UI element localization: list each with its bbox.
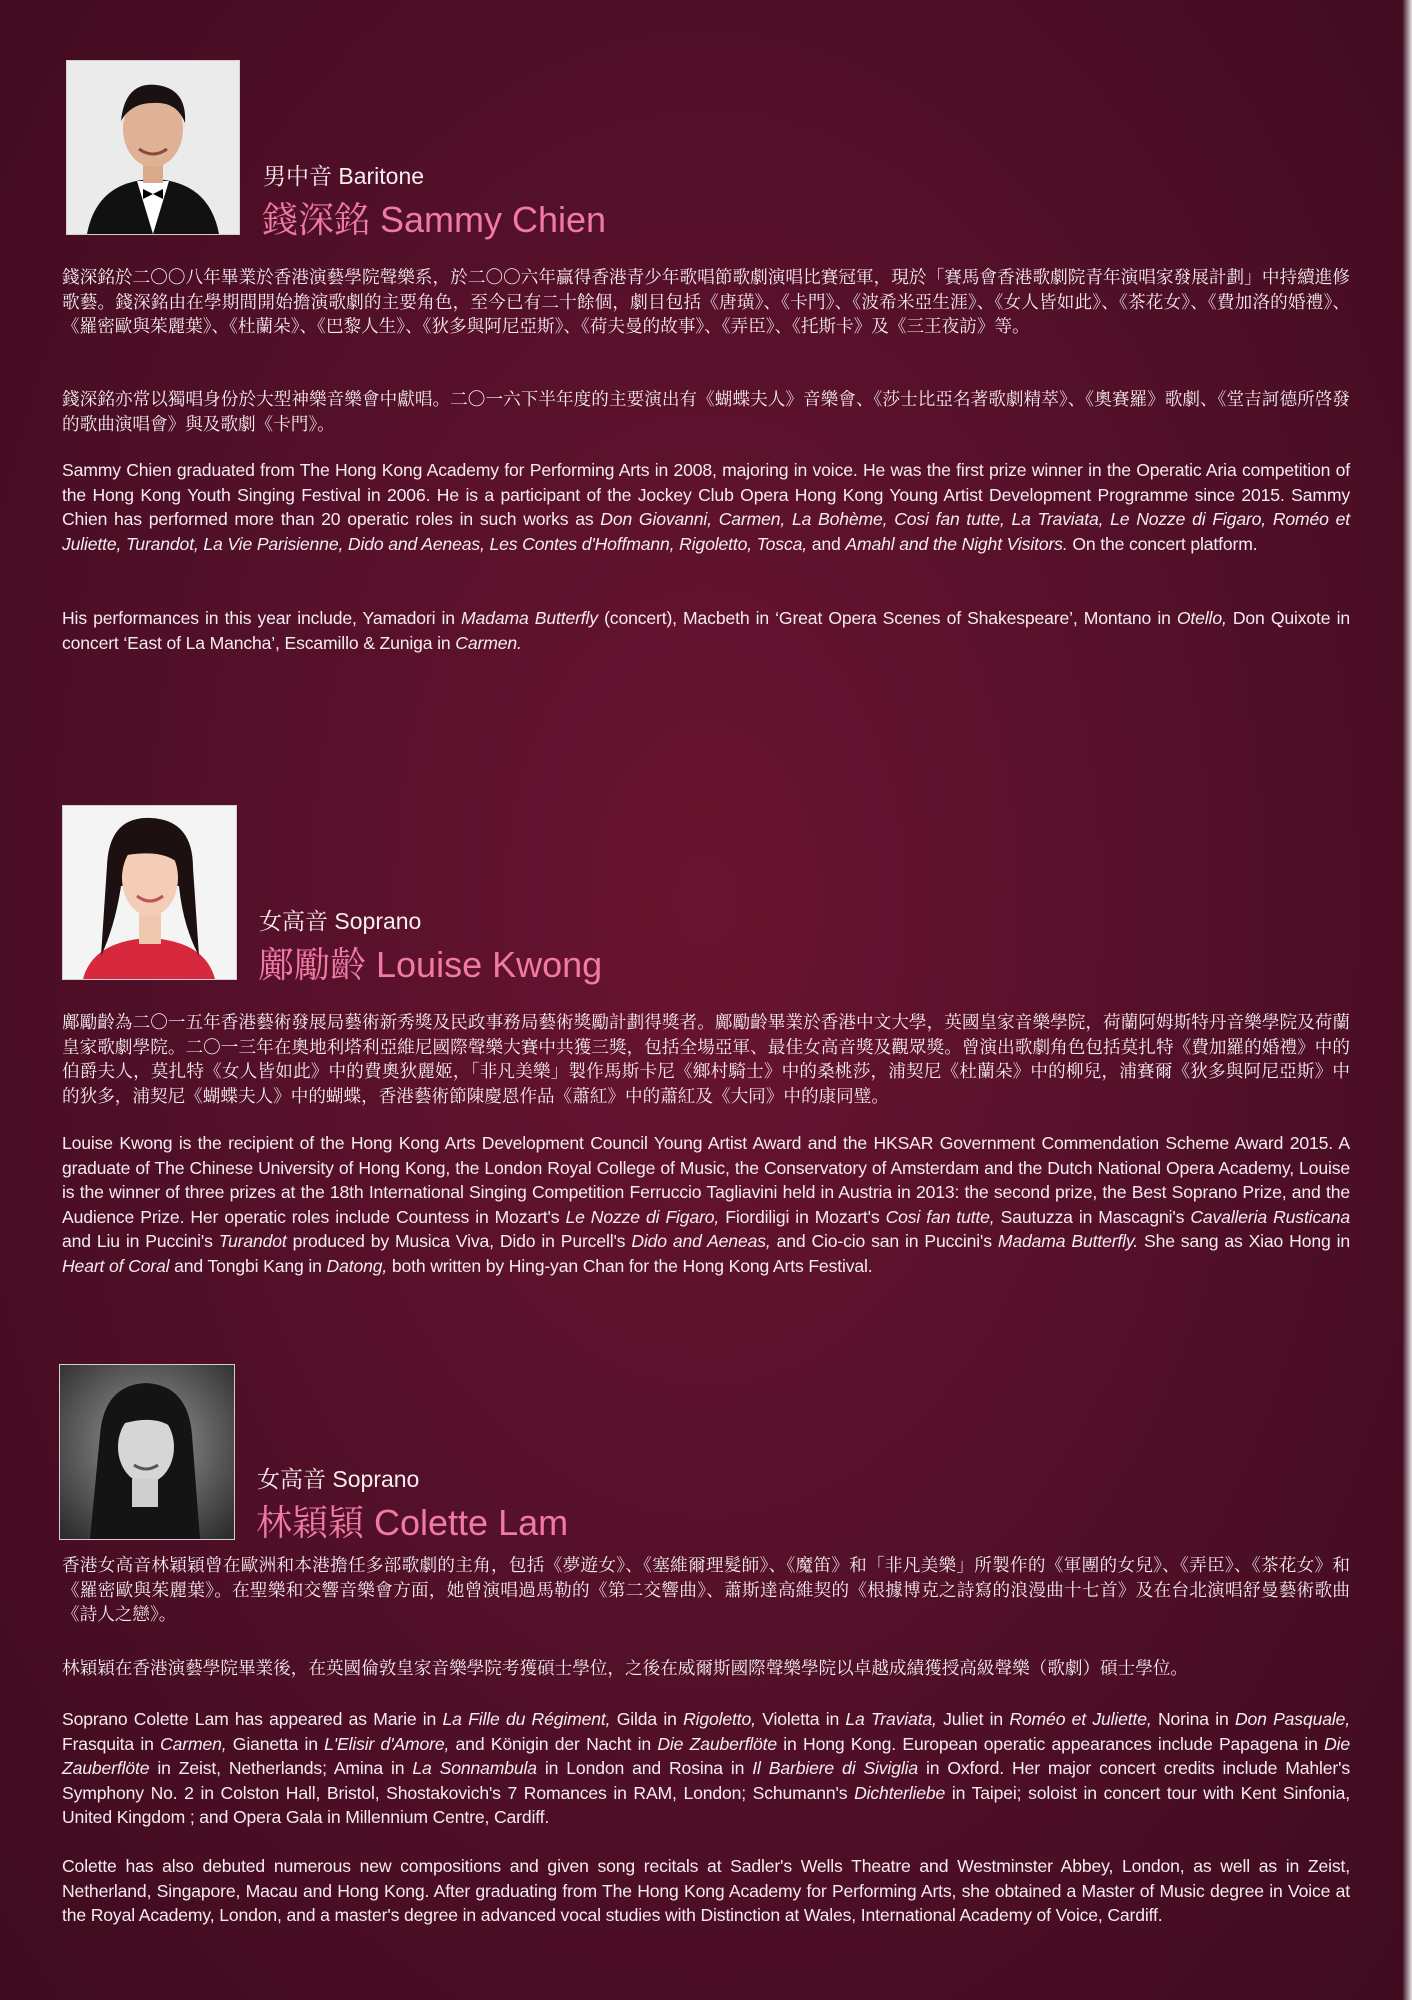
bio-text: in Oxford. Her major concert credits include Mahler's Symphony No. 2 in Colston Hall, Bristol, Shostakovich's 7 Romances in RAM, London; Schumann's	[62, 1758, 1350, 1803]
bio-text: Norina in	[1151, 1709, 1235, 1729]
artist-photo	[59, 1364, 235, 1540]
work-title: Rigoletto,	[683, 1709, 756, 1729]
bio-text: in Zeist, Netherlands; Amina in	[149, 1758, 413, 1778]
bio-text: 鄺勵齡為二〇一五年香港藝術發展局藝術新秀獎及民政事務局藝術獎勵計劃得獎者。鄺勵齡畢業於香港中文大學，英國皇家音樂學院，荷蘭阿姆斯特丹音樂學院及荷蘭皇家歌劇學院。二〇一三年在奧地利塔利亞維尼國際聲樂大賽中共獲三獎，包括全場亞軍、最佳女高音獎及觀眾獎。曾演出歌劇角色包括莫扎特《費加羅的婚禮》中的伯爵夫人，莫扎特《女人皆如此》中的費奧狄麗姬，「非凡美樂」製作馬斯卡尼《鄉村騎士》中的桑桃莎，浦契尼《杜蘭朵》中的柳兒，浦賽爾《狄多與阿尼亞斯》中的狄多，浦契尼《蝴蝶夫人》中的蝴蝶，香港藝術節陳慶恩作品《蕭紅》中的蕭紅及《大同》中的康同璧。	[62, 1012, 1350, 1106]
bio-text: and	[806, 533, 846, 554]
portrait-woman-monochrome-icon	[60, 1365, 234, 1539]
artist-role: 女高音 Soprano	[257, 1466, 420, 1492]
work-title: Cavalleria Rusticana	[1190, 1206, 1350, 1227]
work-title: La Traviata,	[845, 1709, 937, 1729]
work-title: La Fille du Régiment,	[442, 1709, 611, 1729]
bio-text: Frasquita in	[62, 1733, 161, 1754]
bio-paragraph	[62, 1707, 1350, 1830]
bio-text: Juliet in	[936, 1709, 1010, 1729]
work-title: Datong,	[326, 1255, 388, 1276]
work-title: Die Zauberflöte	[657, 1733, 777, 1754]
bio-text: in Taipei; soloist in concert tour with Kent Sinfonia, United Kingdom ; and Opera Gala in Millennium Centre, Cardiff.	[62, 1782, 1351, 1827]
artist-name: 錢深銘 Sammy Chien	[262, 199, 607, 240]
work-title: Don Pasquale,	[1234, 1709, 1350, 1729]
bio-paragraph	[62, 387, 1350, 436]
work-title: Madama Butterfly.	[997, 1231, 1139, 1251]
bio-text: Gilda in	[610, 1709, 684, 1729]
bio-text: On the concert platform.	[1067, 533, 1258, 554]
work-title: Cosi fan tutte,	[885, 1206, 995, 1227]
work-title: Roméo et Juliette,	[1009, 1709, 1152, 1729]
artist-name: 鄺勵齡 Louise Kwong	[258, 944, 603, 985]
bio-text: His performances in this year include, Yamadori in	[62, 608, 462, 628]
artist-role: 女高音 Soprano	[259, 908, 422, 934]
work-title: Turandot	[218, 1231, 287, 1251]
bio-text: Gianetta in	[226, 1733, 325, 1754]
bio-paragraph	[62, 1854, 1350, 1928]
work-title: Don Giovanni, Carmen, La Bohème, Cosi fan tutte, La Traviata, Le Nozze di Figaro, Roméo et Juliette, Turandot, La Vie Parisienne, Dido and Aeneas, Les Contes d'Hoffmann, Rigoletto, Tosca,	[62, 509, 1350, 554]
work-title: Die Zauberflöte	[62, 1733, 1351, 1778]
artist-photo	[66, 60, 240, 235]
bio-text: and Cio-cio san in Puccini's	[770, 1231, 998, 1251]
bio-text: and Tongbi Kang in	[169, 1255, 327, 1276]
work-title: Otello,	[1176, 608, 1227, 628]
work-title: La Sonnambula	[412, 1758, 537, 1778]
bio-text: in London and Rosina in	[536, 1758, 753, 1778]
work-title: Madama Butterfly	[461, 608, 598, 628]
bio-text: (concert), Macbeth in ‘Great Opera Scenes of Shakespeare’, Montano in	[597, 608, 1177, 628]
portrait-man-bowtie-icon	[67, 61, 239, 234]
bio-text: 錢深銘亦常以獨唱身份於大型神樂音樂會中獻唱。二〇一六下半年度的主要演出有《蝴蝶夫人》音樂會、《莎士比亞名著歌劇精萃》、《奧賽羅》歌劇、《堂吉訶德所啓發的歌曲演唱會》與及歌劇《卡門》。	[62, 389, 1350, 434]
artist-name: 林穎穎 Colette Lam	[256, 1502, 569, 1543]
bio-text: Louise Kwong is the recipient of the Hong Kong Arts Development Council Young Artist Award and the HKSAR Government Commendation Scheme Award 2015. A graduate of The Chinese University of Hong Kong, the London Royal College of Music, the Conservatory of Amsterdam and the Dutch National Opera Academy, Louise is the winner of three prizes at the 18th International Singing Competition Ferruccio Tagliavini held in Austria in 2013: the second prize, the Best Soprano Prize, and the Audience Prize. Her operatic roles include Countess in Mozart's	[62, 1133, 1350, 1227]
bio-text: and Königin der Nacht in	[449, 1733, 658, 1754]
work-title: Amahl and the Night Visitors.	[845, 533, 1068, 554]
bio-text: in Hong Kong. European operatic appearances include Papagena in	[776, 1733, 1325, 1754]
work-title: Il Barbiere di Siviglia	[752, 1758, 918, 1778]
bio-paragraph	[62, 1010, 1350, 1108]
artist-photo	[62, 805, 237, 980]
bio-paragraph	[62, 1131, 1350, 1278]
bio-text: and Liu in Puccini's	[62, 1231, 219, 1251]
work-title: Dido and Aeneas,	[631, 1231, 771, 1251]
bio-paragraph	[62, 1656, 1350, 1681]
work-title: Carmen,	[160, 1733, 227, 1754]
work-title: Carmen.	[455, 632, 522, 653]
bio-text: Fiordiligi in Mozart's	[719, 1206, 886, 1227]
artist-role: 男中音 Baritone	[263, 163, 425, 189]
bio-paragraph	[62, 265, 1350, 339]
bio-text: Sautuzza in Mascagni's	[994, 1206, 1191, 1227]
bio-text: Don Quixote in concert ‘East of La Mancha’, Escamillo & Zuniga in	[62, 608, 1350, 653]
bio-text: Violetta in	[755, 1709, 846, 1729]
bio-text: both written by Hing-yan Chan for the Hong Kong Arts Festival.	[387, 1255, 873, 1276]
work-title: Dichterliebe	[854, 1782, 946, 1803]
bio-paragraph	[62, 458, 1350, 556]
bio-text: 錢深銘於二〇〇八年畢業於香港演藝學院聲樂系，於二〇〇六年贏得香港青少年歌唱節歌劇演唱比賽冠軍，現於「賽馬會香港歌劇院青年演唱家發展計劃」中持續進修歌藝。錢深銘由在學期間開始擔演歌劇的主要角色，至今已有二十餘個，劇目包括《唐璜》、《卡門》、《波希米亞生涯》、《女人皆如此》、《茶花女》、《費加洛的婚禮》、《羅密歐與茱麗葉》、《杜蘭朵》、《巴黎人生》、《狄多與阿尼亞斯》、《荷夫曼的故事》、《弄臣》、《托斯卡》及《三王夜訪》等。	[62, 267, 1350, 336]
bio-text: produced by Musica Viva, Dido in Purcell's	[286, 1231, 632, 1251]
bio-paragraph	[62, 606, 1350, 655]
bio-text: She sang as Xiao Hong in	[1138, 1231, 1350, 1251]
work-title: Le Nozze di Figaro,	[565, 1206, 720, 1227]
bio-text: Sammy Chien graduated from The Hong Kong Academy for Performing Arts in 2008, majoring in voice. He was the first prize winner in the Operatic Aria competition of the Hong Kong Youth Singing Festival in 2006. He is a participant of the Jockey Club Opera Hong Kong Young Artist Development Programme since 2015. Sammy Chien has performed more than 20 operatic roles in such works as	[62, 460, 1350, 529]
work-title: Heart of Coral	[62, 1255, 170, 1276]
page-edge	[1402, 0, 1412, 2000]
bio-text: 林穎穎在香港演藝學院畢業後，在英國倫敦皇家音樂學院考獲碩士學位，之後在威爾斯國際聲樂學院以卓越成績獲授高級聲樂（歌劇）碩士學位。	[62, 1658, 1189, 1678]
bio-text: Colette has also debuted numerous new compositions and given song recitals at Sadler's Wells Theatre and Westminster Abbey, London, as well as in Zeist, Netherland, Singapore, Macau and Hong Kong. After graduating from The Hong Kong Academy for Performing Arts, she obtained a Master of Music degree in Voice at the Royal Academy, London, and a master's degree in advanced vocal studies with Distinction at Wales, International Academy of Voice, Cardiff.	[62, 1856, 1350, 1925]
bio-paragraph	[62, 1553, 1350, 1627]
bio-text: 香港女高音林穎穎曾在歐洲和本港擔任多部歌劇的主角，包括《夢遊女》、《塞維爾理髮師》、《魔笛》和「非凡美樂」所製作的《軍團的女兒》、《弄臣》、《茶花女》和《羅密歐與茱麗葉》。在聖樂和交響音樂會方面，她曾演唱過馬勒的《第二交響曲》、蕭斯達高維契的《根據博克之詩寫的浪漫曲十七首》及在台北演唱舒曼藝術歌曲《詩人之戀》。	[62, 1555, 1350, 1624]
bio-text: Soprano Colette Lam has appeared as Marie in	[62, 1709, 443, 1729]
portrait-woman-red-dress-icon	[63, 806, 236, 979]
work-title: L'Elisir d'Amore,	[324, 1733, 450, 1754]
